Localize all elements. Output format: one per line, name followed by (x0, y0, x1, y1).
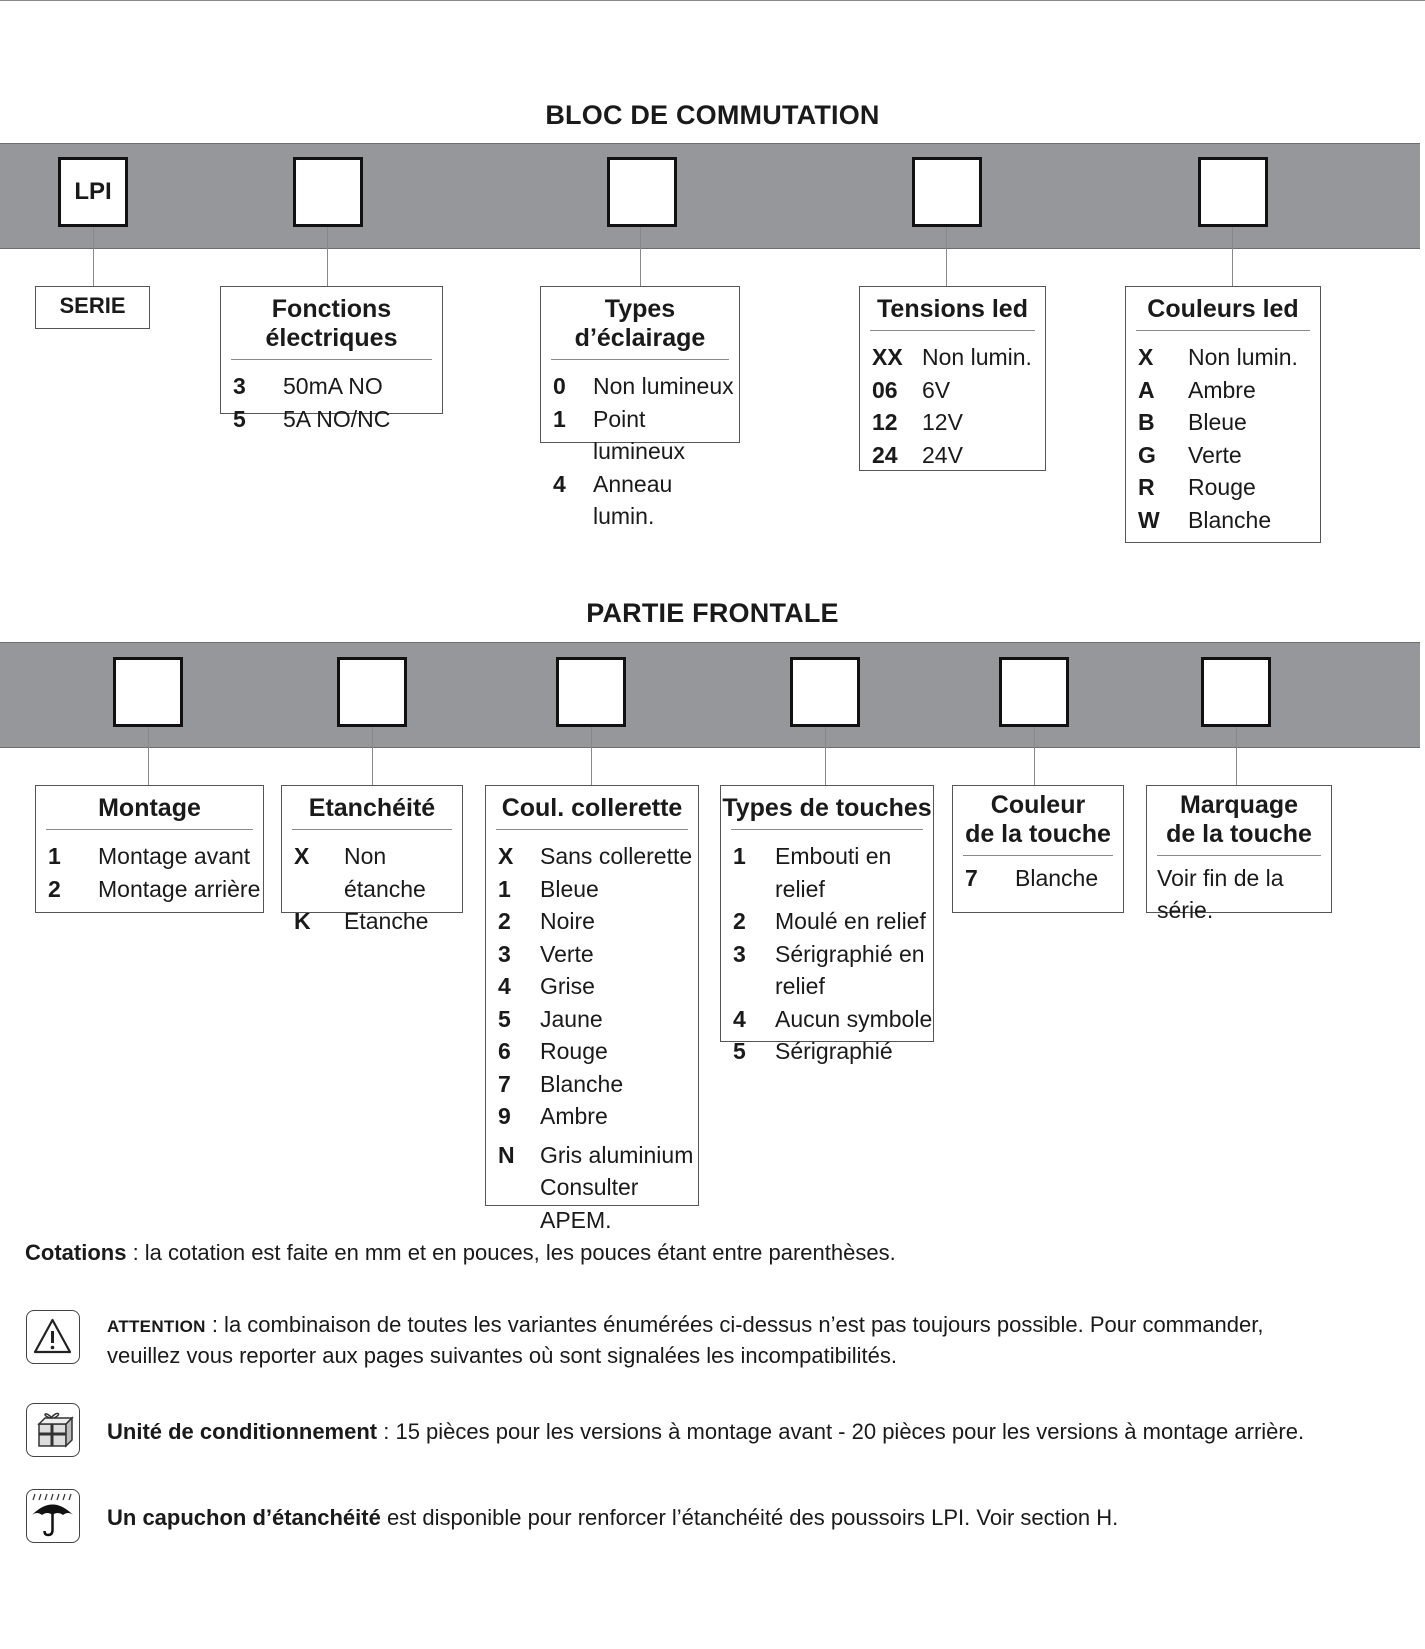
connector-line (825, 727, 826, 785)
gift-box-icon (26, 1403, 80, 1457)
option-row: R Rouge (1138, 474, 1256, 500)
box-title: Couleurs led (1147, 295, 1299, 323)
code-slot-fonctions[interactable] (293, 157, 363, 227)
code-slot-eclairage[interactable] (607, 157, 677, 227)
option-row: 06 6V (872, 376, 951, 403)
connector-line (946, 227, 947, 286)
connector-line (1232, 227, 1233, 286)
option-row: 1 Point lumineux (553, 405, 686, 464)
connector-line (372, 727, 373, 785)
connector-line (640, 227, 641, 286)
code-slot-touches[interactable] (790, 657, 860, 727)
code-slot-couleurs[interactable] (1198, 157, 1268, 227)
top-rule (0, 0, 1425, 1)
option-box-eclairage (540, 286, 740, 529)
code-slot-tensions[interactable] (912, 157, 982, 227)
option-row: 2 Moulé en relief (733, 908, 926, 934)
option-row: 1 Montage avant (48, 843, 251, 869)
box-title: Marquage de la touche (1166, 791, 1312, 848)
option-row: 7 Blanche (498, 1070, 624, 1097)
option-row: Consulter APEM. (540, 1174, 639, 1233)
option-box-collerette (485, 785, 699, 1233)
box-title: Etanchéité (308, 794, 436, 822)
box-title: Coul. collerette (501, 794, 683, 822)
option-row: 3 50mA NO (233, 373, 383, 399)
code-slot-collerette[interactable] (556, 657, 626, 727)
option-box-etancheite (281, 785, 463, 934)
box-title: Types d’éclairage (574, 295, 706, 352)
cotations-note: Cotations : la cotation est faite en mm et en pouces, les pouces étant entre parenthèses. (25, 1240, 896, 1265)
option-box-fonctions (220, 286, 443, 432)
connector-line (591, 727, 592, 785)
connector-line (1236, 727, 1237, 785)
option-box-montage (35, 785, 264, 913)
option-row: 4 Anneau lumin. (553, 470, 673, 529)
code-slot-marquage[interactable] (1201, 657, 1271, 727)
section-title-frontale: PARTIE FRONTALE (586, 598, 839, 628)
option-box-marquage (1146, 785, 1332, 923)
option-row: W Blanche (1138, 506, 1272, 533)
option-box-touches (720, 785, 934, 1064)
option-row: A Ambre (1138, 376, 1256, 403)
option-row: X Non étanche (294, 843, 426, 902)
box-title: Couleur de la touche (965, 791, 1111, 848)
option-row: 4 Aucun symbole (733, 1005, 933, 1032)
option-row: B Bleue (1138, 409, 1247, 435)
option-row: 1 Bleue (498, 875, 599, 902)
unite-note: Unité de conditionnement : 15 pièces pour les versions à montage avant - 20 pièces pour les versions à montage arrière. (107, 1419, 1305, 1444)
option-row: 5 5A NO/NC (233, 405, 391, 432)
serie-label: SERIE (59, 293, 126, 318)
code-slot-couleur-touche[interactable] (999, 657, 1069, 727)
box-title: Tensions led (877, 295, 1028, 323)
connector-line (1034, 727, 1035, 785)
option-row: 6 Rouge (498, 1038, 608, 1064)
option-row: XX Non lumin. (872, 344, 1032, 370)
option-row: relief (775, 973, 825, 999)
option-row: K Etanche (294, 908, 429, 934)
option-row: 3 Sérigraphié en (733, 940, 925, 967)
connector-line (148, 727, 149, 785)
capuchon-note: Un capuchon d’étanchéité est disponible pour renforcer l’étanchéité des poussoirs LPI. Voir section H. (107, 1505, 1119, 1530)
connector-line (93, 227, 94, 286)
option-row: 24 24V (872, 441, 963, 468)
code-slot-serie: LPI (58, 157, 128, 227)
option-box-couleur-touche (952, 785, 1124, 913)
option-row: G Verte (1138, 441, 1242, 468)
connector-line (327, 227, 328, 286)
option-row: 12 12V (872, 409, 963, 435)
box-title: Fonctions électriques (265, 295, 398, 352)
umbrella-rain-icon (26, 1489, 80, 1543)
option-row: 2 Montage arrière (48, 875, 261, 902)
marquage-text: Voir fin de la série. (1157, 865, 1284, 923)
option-row: 9 Ambre (498, 1103, 608, 1129)
box-title: Montage (98, 794, 201, 822)
option-row: 7 Blanche (965, 865, 1099, 891)
option-box-couleurs (1125, 286, 1321, 543)
code-slot-montage[interactable] (113, 657, 183, 727)
option-row: N Gris aluminium (498, 1141, 694, 1168)
option-row: 5 Jaune (498, 1005, 603, 1032)
attention-note: ATTENTION : la combinaison de toutes les variantes énumérées ci-dessus n’est pas toujours possible. Pour commander, veuillez vous reporter aux pages suivantes où sont signalées les incompatibilités. (107, 1312, 1264, 1368)
section-title-bloc: BLOC DE COMMUTATION (545, 100, 880, 130)
option-row: 4 Grise (498, 973, 595, 999)
option-row: X Sans collerette (498, 843, 693, 869)
code-slot-etancheite[interactable] (337, 657, 407, 727)
option-box-tensions (859, 286, 1046, 471)
warning-triangle-icon (26, 1310, 80, 1364)
option-row: 0 Non lumineux (553, 373, 734, 399)
option-row: 5 Sérigraphié (733, 1038, 893, 1064)
box-title: Types de touches (722, 794, 932, 822)
option-row: 2 Noire (498, 908, 595, 934)
option-row: 1 Embouti en relief (733, 843, 892, 902)
serie-box (35, 286, 150, 329)
option-row: X Non lumin. (1138, 344, 1298, 370)
option-row: 3 Verte (498, 940, 594, 967)
